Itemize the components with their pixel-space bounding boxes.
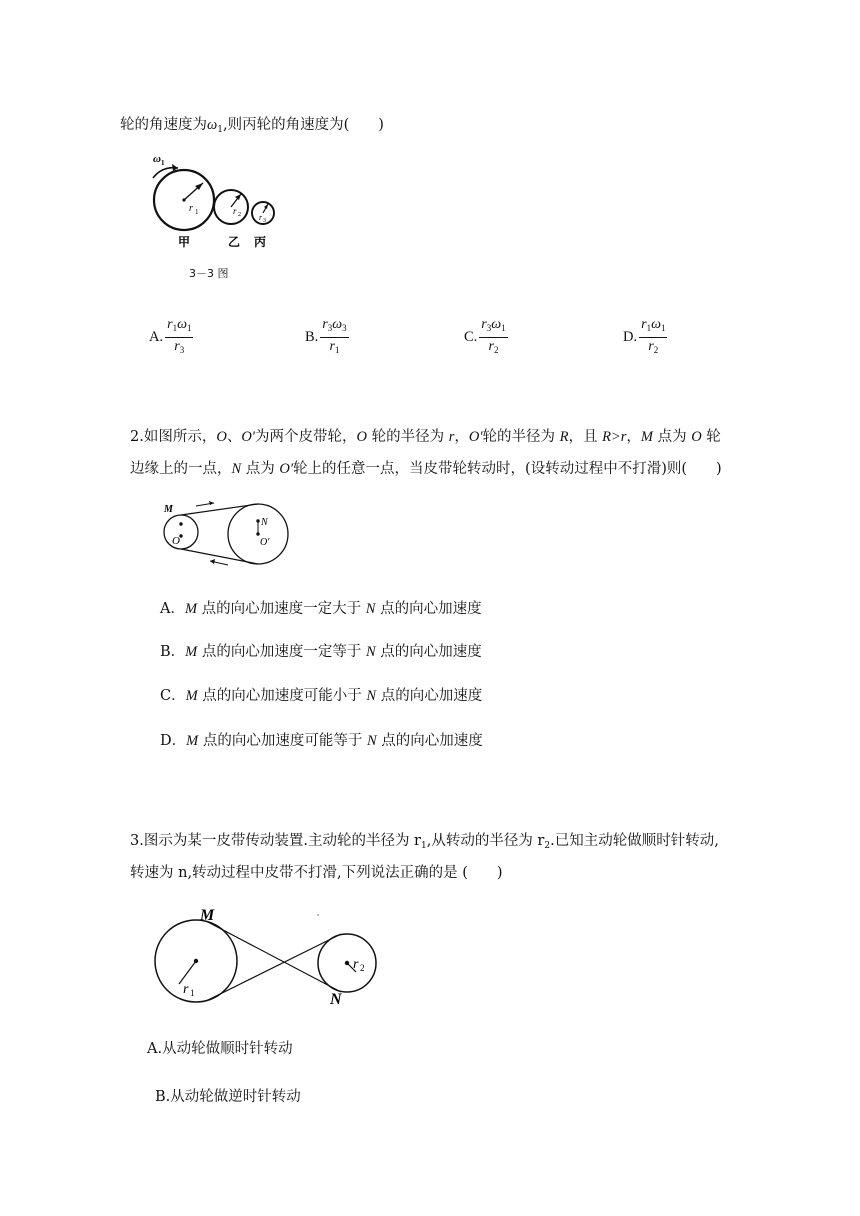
- belt-top: [181, 504, 258, 515]
- q1-option-a[interactable]: A. $\frac{r_1\omega_1}{r_3}$: [149, 316, 193, 359]
- q3-option-b[interactable]: B.从动轮做逆时针转动: [155, 1089, 301, 1105]
- q3-crossed-belt-figure: [150, 903, 385, 1013]
- q1-stem: 轮的角速度为$\omega_1$,则丙轮的角速度为( ): [120, 117, 384, 135]
- q1-gear-figure: [140, 148, 290, 253]
- fraction: $\frac{r_3\omega_3}{r_1}$: [322, 317, 347, 355]
- q2-stem-line2: 边缘上的一点，N 点为 O′轮上的任意一点，当皮带轮转动时，(设转动过程中不打滑)则( ): [130, 461, 722, 477]
- q1-option-c[interactable]: C. $\frac{r_3\omega_1}{r_2}$: [464, 316, 508, 359]
- q2-belt-figure: [158, 495, 298, 575]
- q2-option-b[interactable]: B．M 点的向心加速度一定等于 N 点的向心加速度: [160, 644, 482, 660]
- svg-text:1: 1: [161, 159, 165, 167]
- svg-text:r: r: [353, 957, 359, 972]
- q2-option-d[interactable]: D．M 点的向心加速度可能等于 N 点的向心加速度: [160, 733, 483, 749]
- svg-text:2: 2: [238, 212, 241, 218]
- q2-option-c[interactable]: C．M 点的向心加速度可能小于 N 点的向心加速度: [160, 688, 483, 704]
- q3-stem-line2: 转速为 n,转动过程中皮带不打滑,下列说法正确的是 ( ): [130, 865, 503, 881]
- svg-text:O′: O′: [260, 537, 270, 548]
- svg-text:r: r: [189, 203, 193, 214]
- svg-text:丙: 丙: [254, 235, 267, 249]
- q3-stem-line1: 3.图示为某一皮带传动装置.主动轮的半径为 $r_1$,从转动的半径为 $r_2$.已知主动轮做顺时针转动,: [130, 833, 719, 851]
- svg-text:M: M: [200, 907, 215, 924]
- q1-figure-caption: 3－3 图: [189, 267, 229, 280]
- svg-text:r: r: [259, 213, 263, 222]
- svg-text:O: O: [172, 535, 180, 547]
- svg-text:乙: 乙: [228, 235, 241, 249]
- q3-option-a[interactable]: A.从动轮做顺时针转动: [147, 1041, 293, 1057]
- fraction: $\frac{r_1\omega_1}{r_2}$: [641, 317, 666, 355]
- svg-text:甲: 甲: [178, 235, 191, 249]
- belt-cross-1: [206, 921, 341, 992]
- belt-cross-2: [206, 934, 341, 1001]
- fraction: $\frac{r_1\omega_1}{r_3}$: [167, 317, 192, 355]
- svg-text:1: 1: [195, 208, 199, 216]
- svg-text:1: 1: [190, 988, 195, 998]
- svg-text:2: 2: [360, 963, 365, 973]
- fraction: $\frac{r_3\omega_1}{r_2}$: [481, 317, 506, 355]
- svg-text:r: r: [233, 206, 237, 216]
- svg-text:N: N: [330, 991, 342, 1008]
- q2-stem-line1: 2.如图所示，O、O′为两个皮带轮，O 轮的半径为 r，O′轮的半径为 R，且 R>r，M 点为 O 轮: [130, 429, 721, 445]
- svg-text:r: r: [183, 982, 189, 997]
- q1-option-d[interactable]: D. $\frac{r_1\omega_1}{r_2}$: [623, 316, 667, 359]
- q1-option-b[interactable]: B. $\frac{r_3\omega_3}{r_1}$: [305, 316, 349, 359]
- svg-text:M: M: [164, 504, 173, 515]
- q2-option-a[interactable]: A．M 点的向心加速度一定大于 N 点的向心加速度: [160, 601, 482, 617]
- small-pulley: [164, 515, 198, 549]
- svg-text:3: 3: [263, 218, 266, 224]
- omega-label: ω: [153, 153, 161, 165]
- belt-bottom: [181, 549, 258, 564]
- svg-text:N: N: [261, 517, 268, 528]
